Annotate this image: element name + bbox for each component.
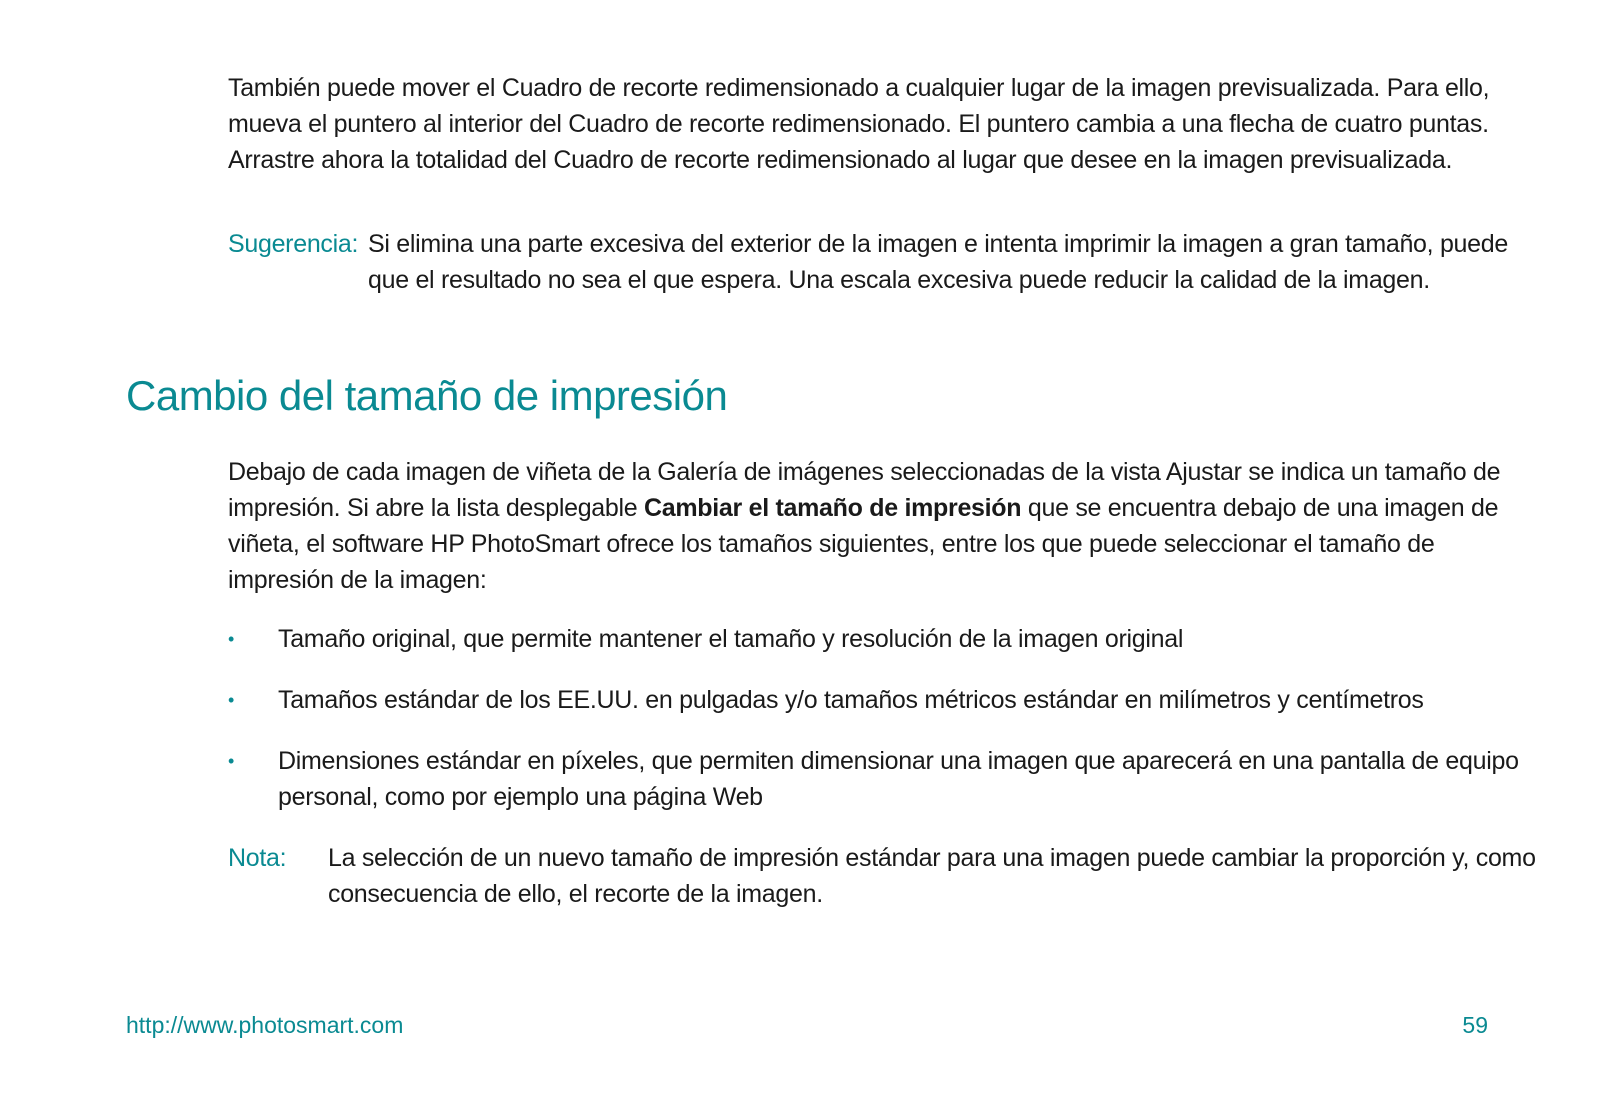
- section-paragraph: [228, 454, 1528, 598]
- tip-block: [228, 226, 1538, 298]
- bullet-icon: •: [228, 690, 235, 710]
- tip-label: Sugerencia:: [228, 230, 359, 258]
- list-item-text: Dimensiones estándar en píxeles, que permiten dimensionar una imagen que aparecerá en una pantalla de equipo personal, como por ejemplo una página Web: [278, 747, 1519, 811]
- bullet-icon: •: [228, 629, 235, 649]
- list-item-text: Tamaño original, que permite mantener el tamaño y resolución de la imagen original: [278, 625, 1184, 653]
- note-label: Nota:: [228, 844, 287, 872]
- list-item: [228, 621, 1528, 657]
- section-paragraph-part1: Debajo de cada imagen de viñeta de la Galería de imágenes seleccionadas de la vista Ajustar se indica un tamaño de impresión. Si abre la lista desplegable: [228, 458, 1501, 522]
- page-number: 59: [1462, 1012, 1488, 1038]
- section-paragraph-bold: Cambiar el tamaño de impresión: [644, 494, 1022, 522]
- list-item: [228, 682, 1528, 718]
- note-text: La selección de un nuevo tamaño de impresión estándar para una imagen puede cambiar la proporción y, como consecuencia de ello, el recorte de la imagen.: [328, 844, 1536, 908]
- section-heading: Cambio del tamaño de impresión: [126, 372, 728, 419]
- section-paragraph-part2: que se encuentra debajo de una imagen de viñeta, el software HP PhotoSmart ofrece los tamaños siguientes, entre los que puede seleccionar el tamaño de impresión de la imagen:: [228, 494, 1499, 594]
- list-item: [228, 743, 1528, 815]
- bullet-icon: •: [228, 751, 235, 771]
- intro-paragraph: También puede mover el Cuadro de recorte redimensionado a cualquier lugar de la imagen previsualizada. Para ello, mueva el puntero al interior del Cuadro de recorte redimensionado. El puntero cambia a una flecha de cuatro puntas. Arrastre ahora la totalidad del Cuadro de recorte redimensionado al lugar que desee en la imagen previsualizada.: [228, 74, 1490, 174]
- list-item-text: Tamaños estándar de los EE.UU. en pulgadas y/o tamaños métricos estándar en milímetros y centímetros: [278, 686, 1424, 714]
- footer-url-link[interactable]: http://www.photosmart.com: [126, 1012, 404, 1038]
- tip-text: Si elimina una parte excesiva del exterior de la imagen e intenta imprimir la imagen a gran tamaño, puede que el resultado no sea el que espera. Una escala excesiva puede reducir la calidad de la imagen.: [368, 230, 1508, 294]
- note-block: [228, 840, 1538, 912]
